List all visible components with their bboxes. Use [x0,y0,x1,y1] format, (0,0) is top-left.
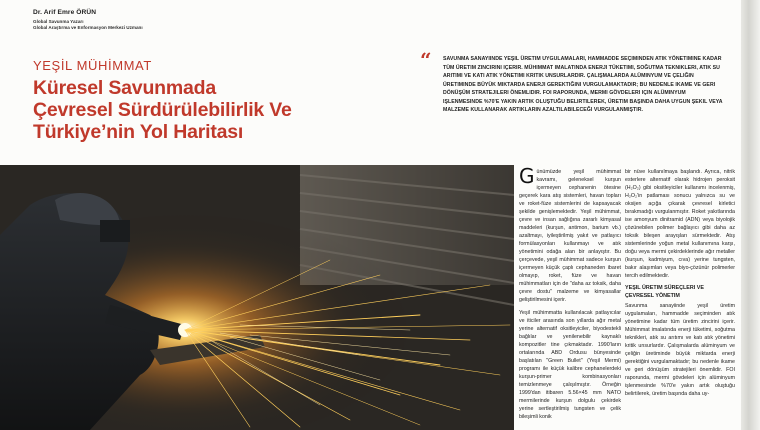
subhead-line1: YEŞIL ÜRETIM SÜREÇLERI VE [625,285,704,291]
col2-paragraph-2: Savunma sanayiinde yeşil üretim uygulamaları, hammadde seçiminden atık yönetimine kadar tüm üretim zincirini içerir. Mühimmat imalatında enerji tüketimi, soğutma teknikleri, atık su arıtımı ve katı atık yönetimi kritik unsurlardır. Çalışmalarda alüminyum ve çeliğin üretiminde büyük miktarda enerji gerektiğini vurgulamaktadır; bu nedenle ikame ve geri dönüşüm stratejileri önemlidir. FOI raporunda, mermi gövdeleri için alüminyum işlenmesinde %70'e yakın artık oluştuğu belirtilerek, üretim başında daha uy- [625,303,735,397]
page-gutter [741,0,760,430]
col1-paragraph-2: Yeşil mühimmatta kullanılacak patlayıcılar ve iticiler arasında son yıllarda ağır metal yerine alternatif oksitleyiciler, biyodestekli bağlılar ve yenilenebilir kaynaklı kompozitler tine çıkmaktadır. 1990'ların ortalarında ABD Ordusu bünyesinde başlatılan "Green Bullet" (Yeşil Mermi) programı ile küçük kalibre cephanelerdeki kurşun-primer kombinasyonları temizlenmeye çalışılmıştır. Örneğin 1999'dan itibaren 5.56×45 mm NATO mermilerinde kurşun dolgulu çekirdek yerine sertleştirilmiş tungsten ve çelik bileşimli konik [519,310,621,420]
headline-line3: Türkiye’nin Yol Haritası [33,121,244,143]
headline-line1: Küresel Savunmada [33,77,217,99]
lead-paragraph: SAVUNMA SANAYIINDE YEŞIL ÜRETIM UYGULAMALARI, HAMMADDE SEÇIMINDEN ATIK YÖNETIMINE KADAR TÜM ÜRETIM ZINCIRINI IÇERIR. MÜHIMMAT IMALATINDA ENERJI TÜKETIMI, SOĞUTMA TEKNIKLERI, ATIK SU ARITIMI VE KATI ATIK YÖNETIMI KRITIK UNSURLARDIR. ÇALIŞMALARDA ALÜMINYUM VE ÇELIĞIN ÜRETIMINDE BÜYÜK MIKTARDA ENERJI GEREKTIĞINI VURGULAMAKTADIR; BU NEDENLE IKAME VE GERI DÖNÜŞÜM STRATEJILERI ÖNEMLIDIR. FOI RAPORUNDA, MERMI GÖVDELERI IÇIN ALÜMINYUM IŞLENMESINDE %70'E YAKIN ARTIK OLUŞTUĞU BELIRTILEREK, ÜRETIM BAŞINDA DAHA UYGUN ŞEKIL VEYA MALZEME KULLANARAK ARTIKLARIN AZALTILABILECEĞI VURGULANMIŞTIR. [443,56,723,113]
body-column-1 [519,164,621,426]
col2-paragraph-1: bir nüve kullanılmaya başlandı. Ayrıca, nitrik esterlere alternatif olarak hidrojen peroksit (H₂O₂) gibi oksitleyiciler kullanımı incelenmiş, H₂O₂'in patlaması sonucu yalnızca su ve oksijen açığa çıkarak çevresel kirletici bırakmadığı vurgulanmıştır. Roket yakıtlarında ise amonyum dinitramid (ADN) veya biyolojik çözünebilen polimer bağlayıcı gibi daha az toksik bileşen arayışları sürmektedir. Atış sistemlerinde yoğun metal kullanımına karşı, doğu veya mermi çekirdeklerinde ağır metaller (kurşun, kadmiyum, cıva) yerine tungsten, bakır alaşımları veya biyo-çözünür polimerler tercih edilmektedir. [625,169,735,279]
col1-paragraph-1: ünümüzde yeşil mühimmat kavramı, geleneksel kurşun içermeyen cephanenin ötesine geçerek kara atış sistemleri, havan topları ve roket-füze sistemlerini de kapsayacak şekilde genişlemektedir. Yeşil mühimmat, çevre ve insan sağlığına zararlı kimyasal maddeleri (kurşun, antimon, barium vb.) azaltmayı, iyileştirilmiş yakıt ve patlayıcı formülasyonları kullanmayı ve atık yönetimini odağa alan bir anlayıştır. Bu çerçevede, yeşil mühimmat sadece kurşun içermeyen küçük çaplı cephaneden ibaret olmayıp, roket, füze ve havan mühimmatları için de "daha az toksik, daha çevre dostu" malzeme ve kimyasallar geliştirilmesini içerir. [519,169,621,303]
author-role-line2: Global Araştırma ve Enformasyon Merkezi Uzmanı [33,25,143,30]
body-paragraph [519,164,621,304]
author-role [33,19,263,31]
section-subhead [625,285,735,300]
author-block [33,9,263,31]
welding-sparks-photo [0,165,514,430]
quote-mark-icon: “ [420,48,432,72]
article-headline [33,77,413,143]
section-kicker: YEŞİL MÜHİMMAT [33,58,152,73]
subhead-line2: ÇEVRESEL YÖNETIM [625,292,680,299]
body-column-2 [625,168,735,403]
author-role-line1: Global Savunma Yazarı [33,19,84,24]
author-name: Dr. Arif Emre ÖRÜN [33,9,97,16]
headline-line2: Çevresel Sürdürülebilirlik Ve [33,99,292,121]
welding-sparks-image [0,165,514,430]
dropcap: G [519,164,535,188]
